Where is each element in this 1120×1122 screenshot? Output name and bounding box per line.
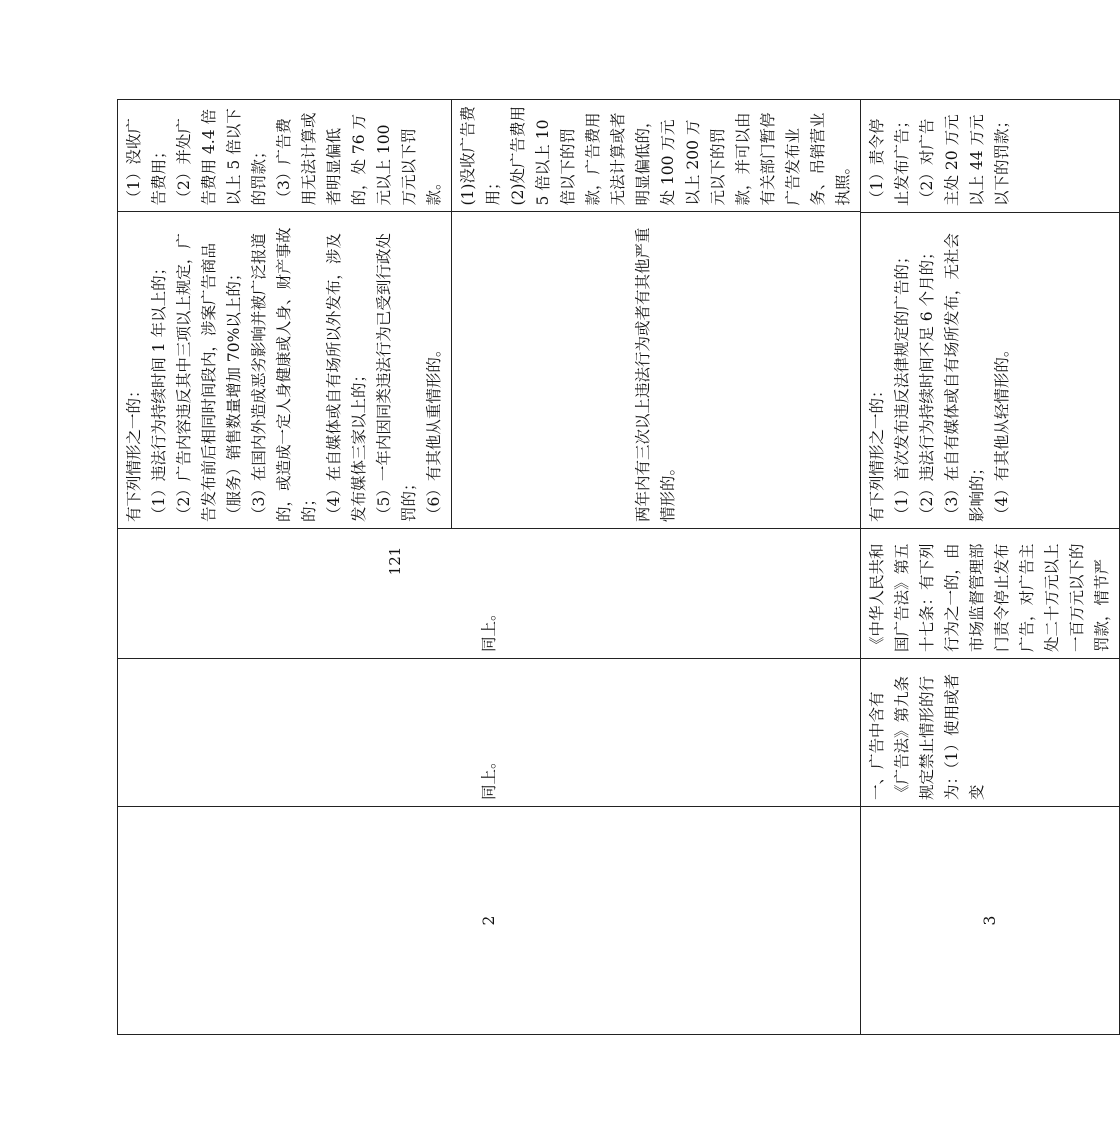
table-row xyxy=(118,100,861,1035)
legal-basis-cell: 《中华人民共和国广告法》第五十七条：有下列行为之一的，由市场监督管理部门责令停止发布广告，对广告主处二十万元以上一百万元以下的罚款，情节严 xyxy=(861,529,1120,659)
circumstance-line: （1）违法行为持续时间 1 年以上的； xyxy=(150,259,168,522)
behavior-cell: 同上。 xyxy=(118,659,861,807)
circumstance-line: （5）一年内因同类违法行为已受到行政处罚的； xyxy=(375,233,418,522)
circumstance-line: （3）在自有媒体或自有场所发布，无社会影响的； xyxy=(943,233,986,522)
circumstance-line: （2）广告内容违反其中三项以上规定，广告发布前后相同时间段内，涉案广告商品（服务）销售数量增加 70%以上的； xyxy=(175,233,243,522)
penalty-table xyxy=(117,99,1120,1035)
circumstance-line: 两年内有三次以上违法行为或者有其他严重情形的。 xyxy=(634,227,677,522)
circumstance-line: （3）在国内外造成恶劣影响并被广泛报道的，或造成一定人身健康或人身、财产事故的； xyxy=(250,227,318,522)
behavior-cell: 一、广告中含有《广告法》第九条规定禁止情形的行为：（1）使用或者变 xyxy=(861,659,1120,807)
penalty-cell xyxy=(452,99,861,212)
circumstance-line: （2）违法行为持续时间不足 6 个月的； xyxy=(918,244,936,522)
circumstance-line: （4）有其他从轻情形的。 xyxy=(993,341,1011,522)
circumstance-cell xyxy=(118,212,452,528)
penalty-line: （2）对广告主处 20 万元以上 44 万元以下的罚款； xyxy=(918,112,1011,206)
page-number: 121 xyxy=(386,546,404,576)
penalty-line: （1）责令停止发布广告； xyxy=(868,112,911,206)
table-row xyxy=(452,99,861,528)
circumstance-cell xyxy=(861,213,1120,529)
penalty-line: （3）广告费用无法计算或者明显偏低的，处 76 万元以上 100 万元以下罚款。 xyxy=(275,112,443,206)
table-row xyxy=(118,99,452,528)
circumstance-line: 有下列情形之一的： xyxy=(125,382,143,522)
penalty-cell xyxy=(861,100,1120,213)
penalty-line: （2）并处广告费用 4.4 倍以上 5 倍以下的罚款； xyxy=(175,108,268,206)
row-number: 2 xyxy=(118,807,861,1035)
table-row xyxy=(861,100,1120,1035)
circumstance-cell xyxy=(452,212,861,528)
penalty-line: （1）没收广告费用； xyxy=(125,118,168,206)
circumstance-line: （6）有其他从重情形的。 xyxy=(425,341,443,522)
circumstance-line: （1）首次发布违反法律规定的广告的； xyxy=(893,248,911,522)
sub-table xyxy=(118,99,860,528)
penalty-line: (2)处广告费用 5 倍以上 10 倍以下的罚款，广告费用无法计算或者明显偏低的，处 100 万元以上 200 万元以下的罚款，并可以由有关部门暂停广告发布业务、吊销营业执照。 xyxy=(509,101,852,206)
sub-table-cell xyxy=(118,100,861,529)
circumstance-line: （4）在自媒体或自有场所以外发布，涉及发布媒体三家以上的； xyxy=(325,233,368,522)
penalty-cell xyxy=(118,99,452,212)
circumstance-line: 有下列情形之一的： xyxy=(868,382,886,522)
legal-basis-cell: 同上。 xyxy=(118,529,861,659)
penalty-line: (1)没收广告费用； xyxy=(459,106,502,206)
row-number: 3 xyxy=(861,807,1120,1035)
